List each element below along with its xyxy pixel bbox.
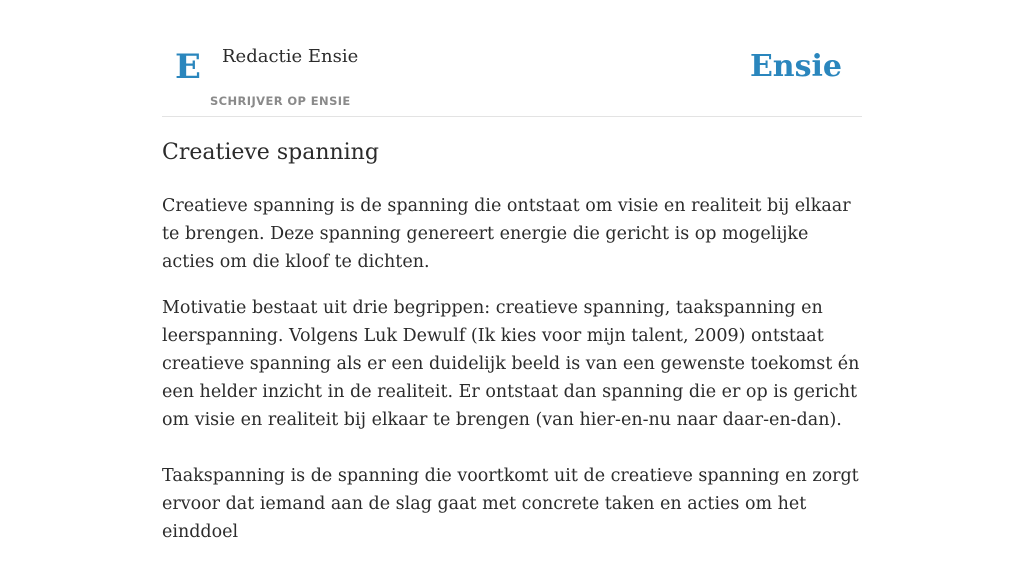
article-body [162, 192, 862, 564]
author-header [162, 0, 862, 117]
paragraph: Taakspanning is de spanning die voortkomt uit de creatieve spanning en zorgt ervoor dat iemand aan de slag gaat met concrete taken en acties om het einddoel [162, 466, 859, 542]
author-name[interactable]: Redactie Ensie [222, 46, 359, 67]
article-container [162, 0, 862, 542]
article-title: Creatieve spanning [162, 140, 379, 165]
paragraph: Creatieve spanning is de spanning die ontstaat om visie en realiteit bij elkaar te brengen. Deze spanning genereert energie die gericht is op mogelijke acties om die kloof te dichten. [162, 196, 851, 272]
author-role: SCHRIJVER OP ENSIE [210, 94, 351, 108]
brand-logo[interactable]: Ensie [749, 49, 842, 84]
paragraph: Motivatie bestaat uit drie begrippen: creatieve spanning, taakspanning en leerspanning. Volgens Luk Dewulf (Ik kies voor mijn talent, 2009) ontstaat creatieve spanning als er een duidelijk beeld is van een gewenste toekomst én een helder inzicht in de realiteit. Er ontstaat dan spanning die er op is gericht om visie en realiteit bij elkaar te brengen (van hier-en-nu naar daar-en-dan). [162, 298, 860, 430]
author-avatar-logo[interactable]: E [175, 47, 201, 87]
